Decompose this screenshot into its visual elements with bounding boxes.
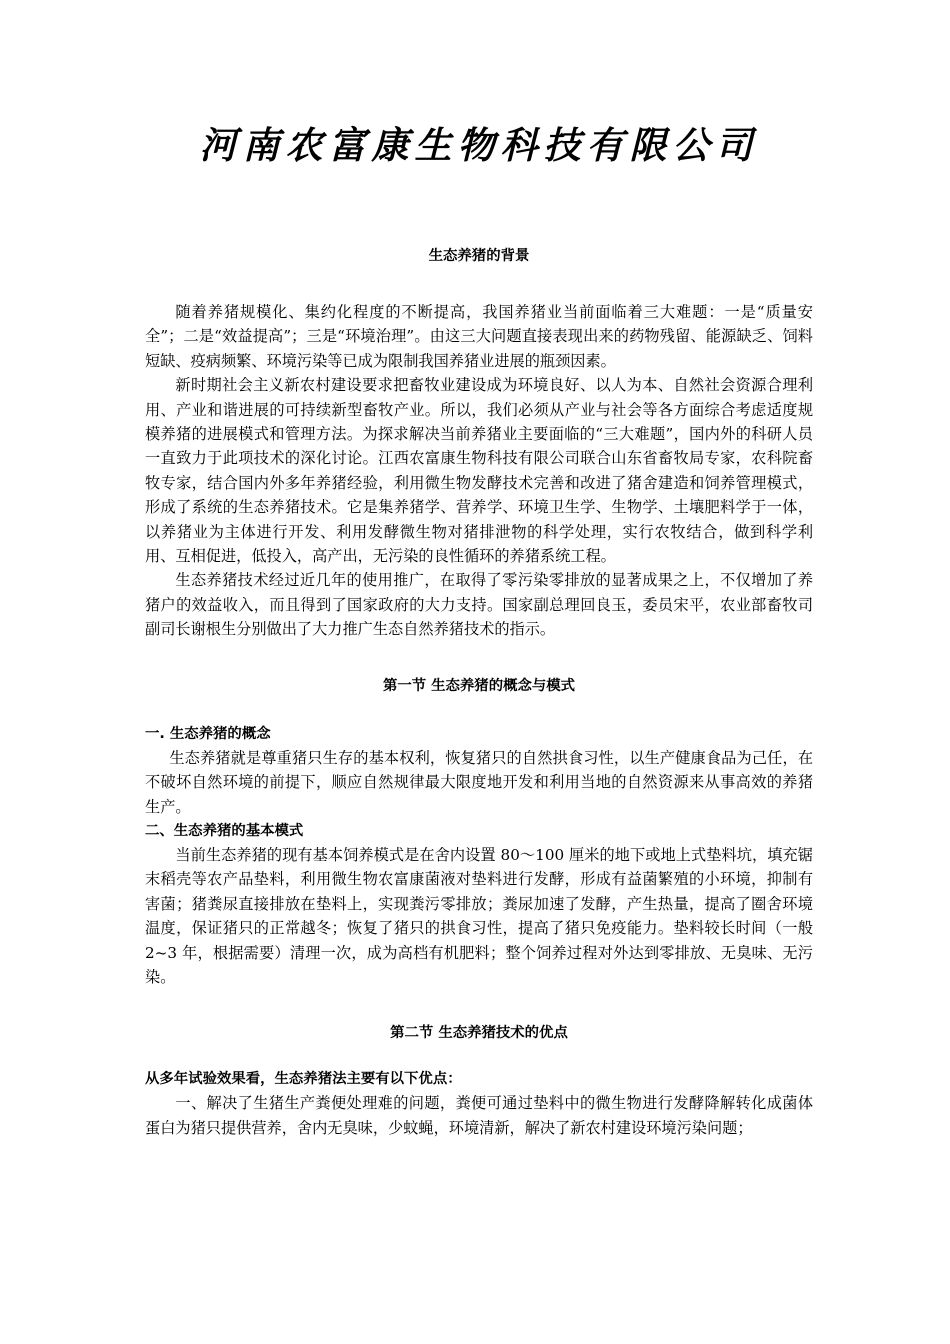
background-paragraph-1: 随着养猪规模化、集约化程度的不断提高，我国养猪业当前面临着三大难题：一是“质量安全”；二是“效益提高”；三是“环境治理”。由这三大问题直接表现出来的药物残留、能源缺乏、饲料短缺、疫病频繁、环境污染等已成为限制我国养猪业进展的瓶颈因素。 [145, 303, 813, 370]
section1-sub1-text: 生态养猪就是尊重猪只生存的基本权利，恢复猪只的自然拱食习性，以生产健康食品为己任，在不破坏自然环境的前提下，顺应自然规律最大限度地开发和利用当地的自然资源来从事高效的养猪生产。 [145, 748, 813, 816]
section1-sub2-text: 当前生态养猪的现有基本饲养模式是在舍内设置 80～100 厘米的地下或地上式垫料坑，填充锯末稻壳等农产品垫料，利用微生物农富康菌液对垫料进行发酵，形成有益菌繁殖的小环境，抑制有害菌；猪粪尿直接排放在垫料上，实现粪污零排放；粪尿加速了发酵，产生热量，提高了圈舍环境温度，保证猪只的正常越冬；恢复了猪只的拱食习性，提高了猪只免疫能力。垫料较长时间（一般 2~3 年，根据需要）清理一次，成为高档有机肥料；整个饲养过程对外达到零排放、无臭味、无污染。 [145, 845, 813, 986]
section2-intro: 从多年试验效果看，生态养猪法主要有以下优点： [145, 1071, 462, 1088]
background-paragraph-3: 生态养猪技术经过近几年的使用推广，在取得了零污染零排放的显著成果之上，不仅增加了养猪户的效益收入，而且得到了国家政府的大力支持。国家副总理回良玉，委员宋平，农业部畜牧司副司长谢根生分别做出了大力推广生态自然养猪技术的指示。 [145, 571, 813, 639]
section1-sub1-heading: 一. 生态养猪的概念 [145, 725, 271, 742]
background-paragraph-2: 新时期社会主义新农村建设要求把畜牧业建设成为环境良好、以人为本、自然社会资源合理利用、产业和谐进展的可持续新型畜牧产业。所以，我们必须从产业与社会等各方面综合考虑适度规模养猪的进展模式和管理方法。为探求解决当前养猪业主要面临的“三大难题”，国内外的科研人员一直致力于此项技术的深化讨论。江西农富康生物科技有限公司联合山东省畜牧局专家，农科院畜牧专家，结合国内外多年养猪经验，利用微生物发酵技术完善和改进了猪舍建造和饲养管理模式，形成了系统的生态养猪技术。它是集养猪学、营养学、环境卫生学、生物学、土壤肥料学于一体，以养猪业为主体进行开发、利用发酵微生物对猪排泄物的科学处理，实行农牧结合，做到科学利用、互相促进，低投入，高产出，无污染的良性循环的养猪系统工程。 [145, 376, 813, 566]
company-title: 河南农富康生物科技有限公司 [199, 124, 759, 167]
section2-point-1: 一、解决了生猪生产粪便处理难的问题，粪便可通过垫料中的微生物进行发酵降解转化成菌体蛋白为猪只提供营养，舍内无臭味，少蚊蝇，环境清新，解决了新农村建设环境污染问题； [145, 1094, 813, 1137]
document-body [145, 244, 813, 1140]
section2-heading: 第二节 生态养猪技术的优点 [390, 1025, 568, 1042]
section1-heading: 第一节 生态养猪的概念与模式 [382, 677, 576, 694]
background-heading: 生态养猪的背景 [428, 248, 530, 264]
section1-sub2-heading: 二、生态养猪的基本模式 [145, 822, 304, 839]
